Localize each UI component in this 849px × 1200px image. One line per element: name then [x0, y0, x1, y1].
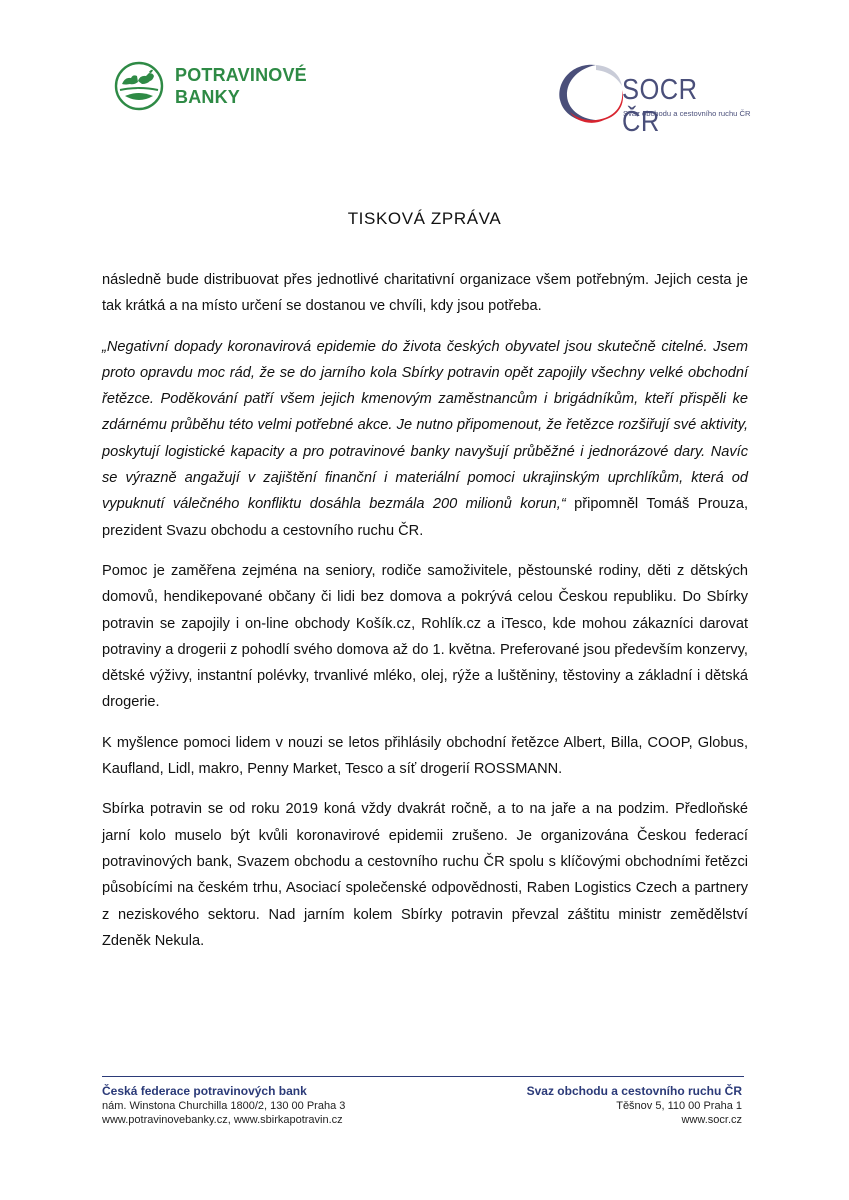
- quote-attribution: připomněl Tomáš Prouza, prezident Svazu obchodu a cestovního ruchu ČR.: [102, 496, 749, 539]
- paragraph-help-scope: Pomoc je zaměřena zejména na seniory, rodiče samoživitele, pěstounské rodiny, děti z dětských domovů, hendikepované občany či lidi bez domova a pokrývá celou Českou republiku. Do Sbírky potravin se zapojily i on-line obchody Košík.cz, Rohlík.cz a iTesco, kde mohou zákazníci darovat potraviny a drogerii z pohodlí svého domova až do 1. května. Preferované jsou především konzervy, dětské výživy, instantní polévky, trvanlivé mléko, olej, rýže a luštěniny, těstoviny a základní i dětská drogerie.: [102, 562, 748, 711]
- pb-logo-line2: BANKY: [175, 87, 241, 107]
- socr-swoosh-icon: [556, 60, 628, 130]
- potravinove-banky-logo: [113, 58, 323, 114]
- footer-right-address: Těšnov 5, 110 00 Praha 1: [616, 1099, 742, 1112]
- footer-right-org: Svaz obchodu a cestovního ruchu ČR: [526, 1084, 742, 1098]
- footer-left-org: Česká federace potravinových bank: [102, 1084, 307, 1098]
- press-release-body: [102, 267, 748, 968]
- footer-right-contact: [527, 1084, 742, 1128]
- paragraph-intro: následně bude distribuovat přes jednotlivé charitativní organizace všem potřebným. Jejich cesta je tak krátká a na místo určení se dostanou ve chvíli, kdy jsou potřeba.: [102, 272, 748, 315]
- footer-left-address: nám. Winstona Churchilla 1800/2, 130 00 Praha 3: [102, 1099, 346, 1112]
- footer-left-contact: [102, 1084, 345, 1128]
- socr-logo-subtitle: Svaz obchodu a cestovního ruchu ČR: [623, 109, 751, 118]
- socr-logo-name: SOCR ČR: [622, 74, 698, 138]
- paragraph-retailers: K myšlence pomoci lidem v nouzi se letos přihlásily obchodní řetězce Albert, Billa, COOP, Globus, Kaufland, Lidl, makro, Penny Market, Tesco a síť drogerií ROSSMANN.: [102, 734, 748, 778]
- paragraph-organization: Sbírka potravin se od roku 2019 koná vždy dvakrát ročně, a to na jaře a na podzim. Předloňské jarní kolo muselo být kvůli koronavirové epidemii zrušeno. Je organizována Českou federací potravinových bank, Svazem obchodu a cestovního ruchu ČR spolu s klíčovými obchodními řetězci působícími na českém trhu, Asociací společenské odpovědnosti, Raben Logistics Czech a partnery z neziskového sektoru. Nad jarním kolem Sbírky potravin převzal záštitu ministr zemědělství Zdeněk Nekula.: [102, 801, 748, 949]
- footer-left-web: www.potravinovebanky.cz, www.sbirkapotravin.cz: [102, 1114, 343, 1126]
- food-bank-emblem-icon: [113, 60, 165, 112]
- paragraph-quote: [102, 334, 748, 544]
- quote-text: „Negativní dopady koronavirová epidemie do života českých obyvatel jsou skutečně citelné. Jsem proto opravdu moc rád, že se do jarního kola Sbírky potravin opět zapojily všechny velké obchodní řetězce. Poděkování patří všem jejich kmenovým zaměstnancům i brigádníkům, kteří přispěli ke zdárnému průběhu této velmi potřebné akce. Je nutno připomenout, že řetězce rozšiřují své aktivity, poskytují logistické kapacity a pro potravinové banky navyšují průběžné i jednorázové dary. Navíc se výrazně angažují v zajištění finanční i materiální pomoci ukrajinským uprchlíkům, která od vypuknutí válečného konfliktu dosáhla bezmála 200 milionů korun,“: [102, 338, 748, 513]
- pb-logo-line1: POTRAVINOVÉ: [175, 65, 307, 85]
- page-footer: [102, 1076, 748, 1136]
- socr-logo: [556, 60, 751, 138]
- footer-right-web: www.socr.cz: [681, 1114, 742, 1126]
- page-title: TISKOVÁ ZPRÁVA: [347, 209, 502, 228]
- footer-divider: [102, 1076, 744, 1077]
- page-header: [0, 0, 849, 150]
